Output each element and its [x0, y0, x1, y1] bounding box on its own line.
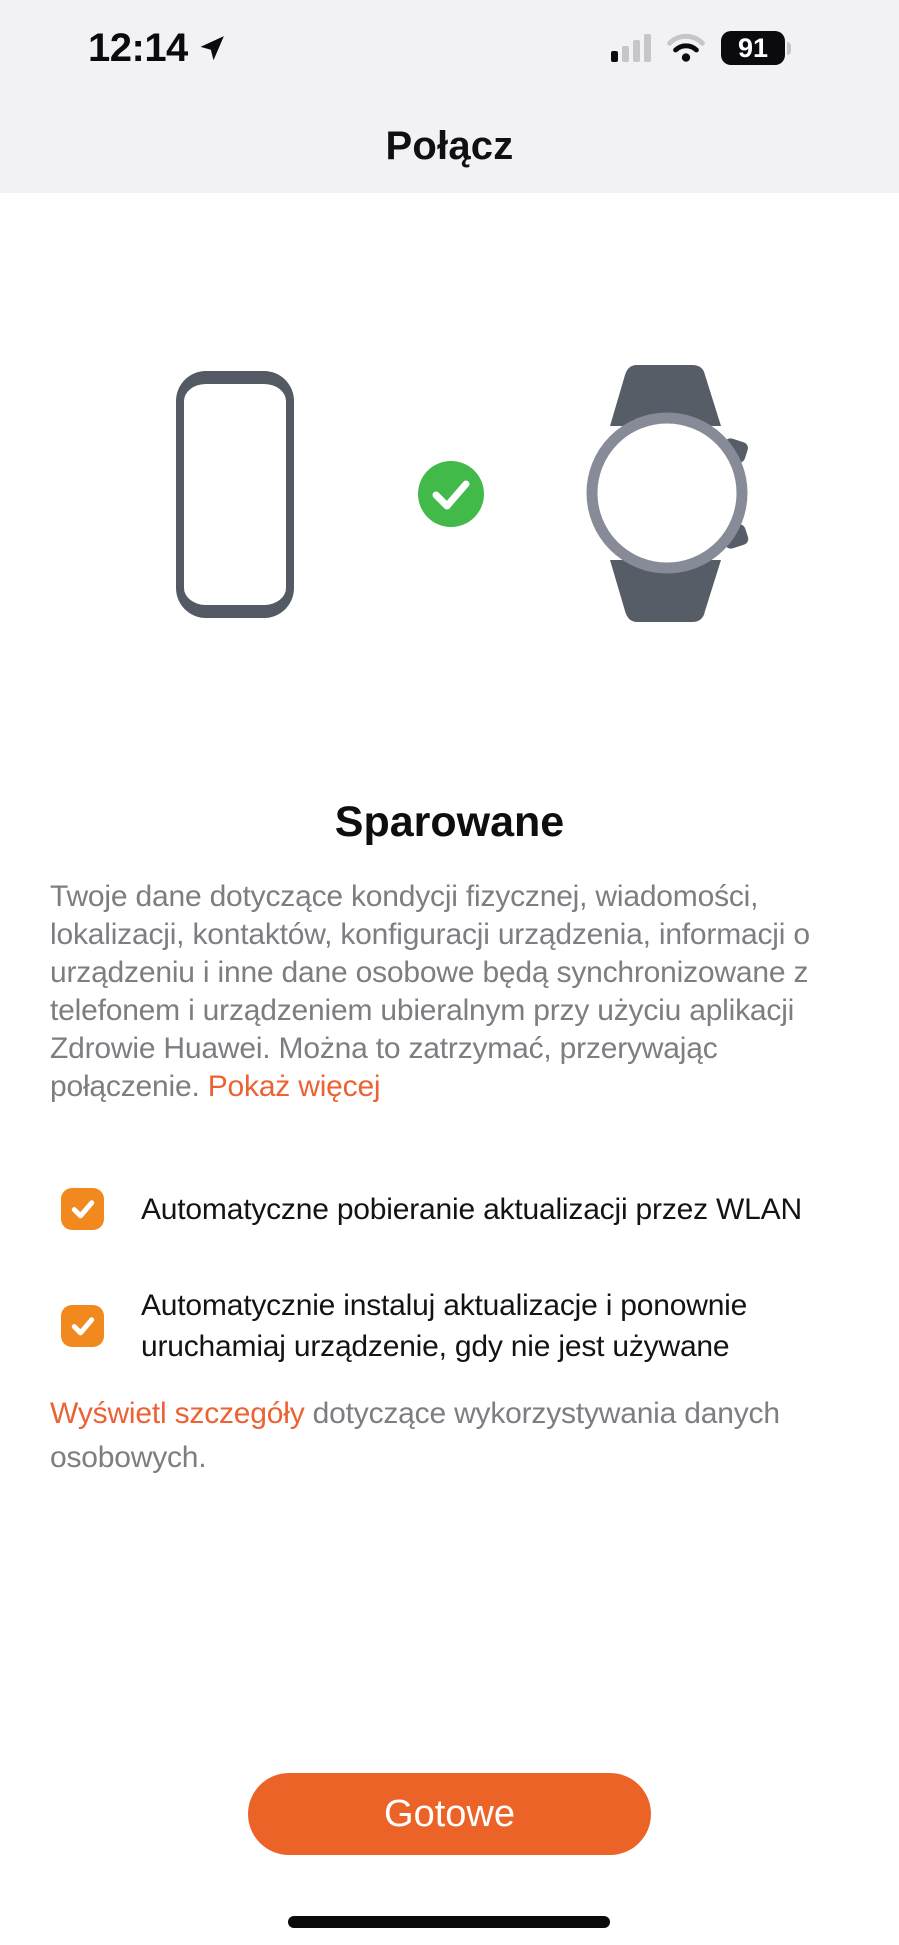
show-more-link[interactable]: Pokaż więcej [207, 1070, 381, 1103]
privacy-note [50, 1392, 830, 1480]
battery-icon [721, 31, 791, 65]
pairing-status-title: Sparowane [334, 798, 565, 846]
done-button[interactable]: Gotowe [248, 1773, 651, 1855]
option-label: Automatyczne pobieranie aktualizacji przez WLAN [141, 1192, 802, 1226]
status-bar-right [611, 31, 791, 65]
home-indicator[interactable] [288, 1916, 610, 1928]
clock: 12:14 [88, 25, 188, 70]
status-bar [0, 22, 899, 74]
top-chrome [0, 0, 899, 193]
privacy-note-text: dotyczące wykorzystywania danych osobowych. [50, 1397, 780, 1474]
pairing-description [50, 878, 856, 1106]
pairing-description-text: Twoje dane dotyczące kondycji fizycznej, wiadomości, lokalizacji, kontaktów, konfiguracji urządzenia, informacji o urządzeniu i inne dane osobowe będą synchronizowane z telefonem i urządzeniem ubieralnym przy użyciu aplikacji Zdrowie Huawei. Można to zatrzymać, przerywając połączenie. [50, 880, 810, 1103]
wifi-icon [666, 33, 706, 63]
green-check-circle-icon [418, 461, 484, 527]
option-row-auto-install [61, 1285, 851, 1367]
page-title: Połącz [385, 124, 514, 168]
smartwatch-icon [577, 364, 757, 623]
checkbox-auto-install[interactable] [61, 1305, 104, 1347]
status-bar-left [88, 26, 227, 71]
cellular-signal-icon [611, 34, 651, 62]
check-icon [68, 1194, 98, 1224]
battery-percent: 91 [737, 32, 769, 63]
option-label: Automatycznie instaluj aktualizacje i ponownie uruchamiaj urządzenie, gdy nie jest używane [141, 1289, 748, 1363]
view-details-link[interactable]: Wyświetl szczegóły [50, 1397, 305, 1430]
checkbox-auto-download[interactable] [61, 1188, 104, 1230]
smartphone-outline-icon [176, 371, 294, 618]
location-arrow-icon [197, 33, 227, 63]
option-row-auto-download [61, 1188, 851, 1230]
check-icon [68, 1311, 98, 1341]
